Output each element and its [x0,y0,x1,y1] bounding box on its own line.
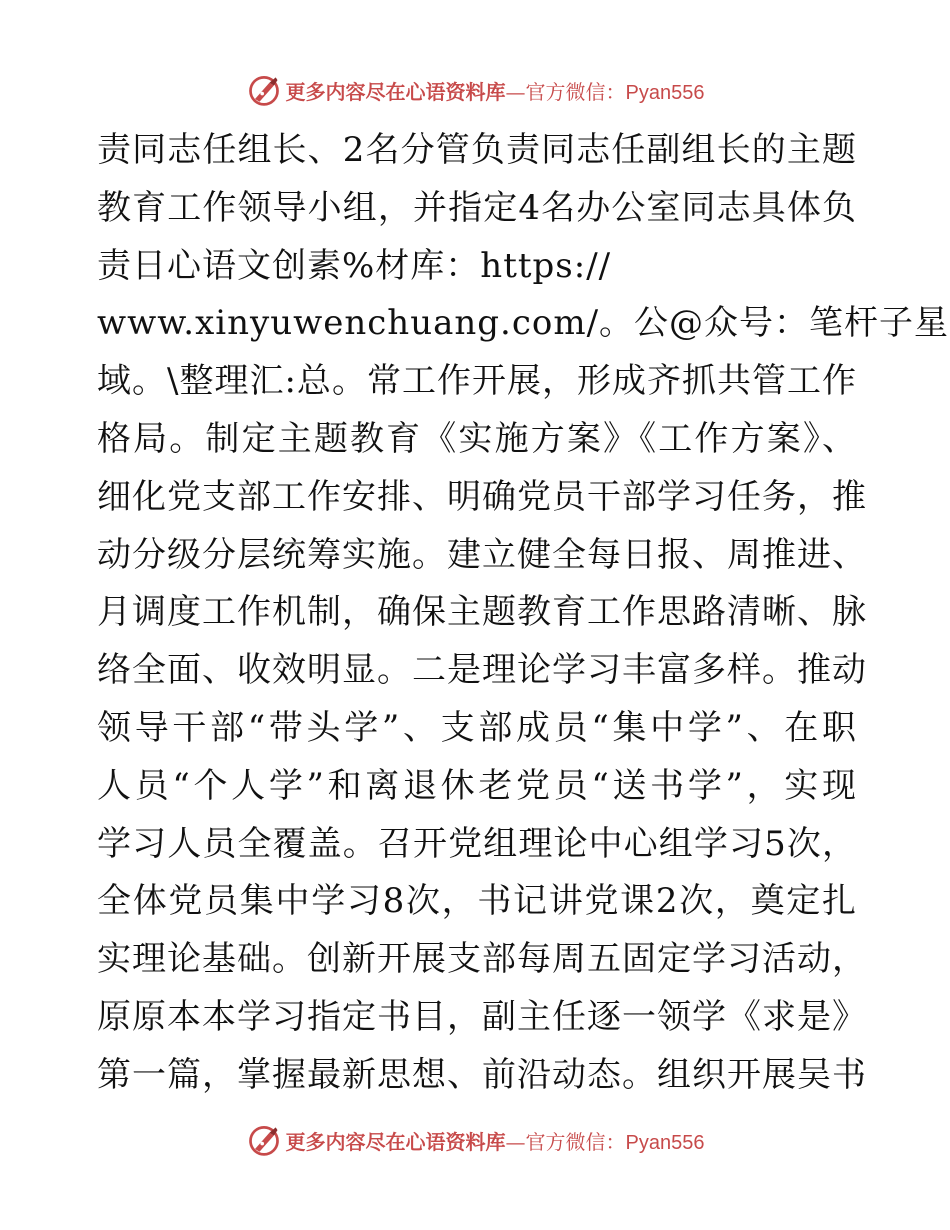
header-brand: 更多内容尽在心语资料库 [285,79,506,104]
body-line: 学习人员全覆盖。召开党组理论中心组学习5次， [97,823,857,864]
body-line: 细化党支部工作安排、明确党员干部学习任务，推 [97,476,867,517]
footer-text [286,1126,705,1155]
header-banner [0,70,950,110]
footer-separator: — [505,1129,526,1154]
footer-brand: 更多内容尽在心语资料库 [285,1129,506,1154]
document-body [97,122,950,1105]
footer-banner [0,1120,950,1160]
footer-wechat-label: 官方微信： [525,1129,626,1154]
body-line: 月调度工作机制，确保主题教育工作思路清晰、脉 [97,592,867,633]
body-line: 动分级分层统筹实施。建立健全每日报、周推进、 [97,534,867,575]
body-line: 领导干部“带头学”、支部成员“集中学”、在职 [97,707,857,748]
body-line: 原原本本学习指定书目，副主任逐一领学《求是》 [97,996,867,1037]
footer-wechat-id: Pyan556 [625,1131,705,1154]
header-wechat-id: Pyan556 [625,81,705,104]
body-line: 全体党员集中学习8次，书记讲党课2次，奠定扎 [97,881,857,922]
header-text [286,76,705,105]
body-line: 责日心语文创素%材库：https:// [97,245,612,286]
body-line: 人员“个人学”和离退休老党员“送书学”，实现 [97,765,857,806]
header-wechat-label: 官方微信： [525,79,626,104]
body-line: 实理论基础。创新开展支部每周五固定学习活动， [97,939,867,980]
body-line: 教育工作领导小组，并指定4名办公室同志具体负 [97,187,857,228]
body-line: www.xinyuwenchuang.com/。公@众号：笔杆子星 [97,303,950,344]
body-line: 格局。制定主题教育《实施方案》《工作方案》、 [97,418,857,459]
header-separator: — [505,79,526,104]
body-line: 域。\整理汇:总。常工作开展，形成齐抓共管工作 [97,361,857,402]
body-line: 络全面、收效明显。二是理论学习丰富多样。推动 [97,650,867,691]
body-line: 责同志任组长、2名分管负责同志任副组长的主题 [97,130,857,170]
pen-nib-logo-icon [246,72,282,108]
body-line: 第一篇，掌握最新思想、前沿动态。组织开展吴书 [97,1054,867,1095]
pen-nib-logo-icon [246,1122,282,1158]
